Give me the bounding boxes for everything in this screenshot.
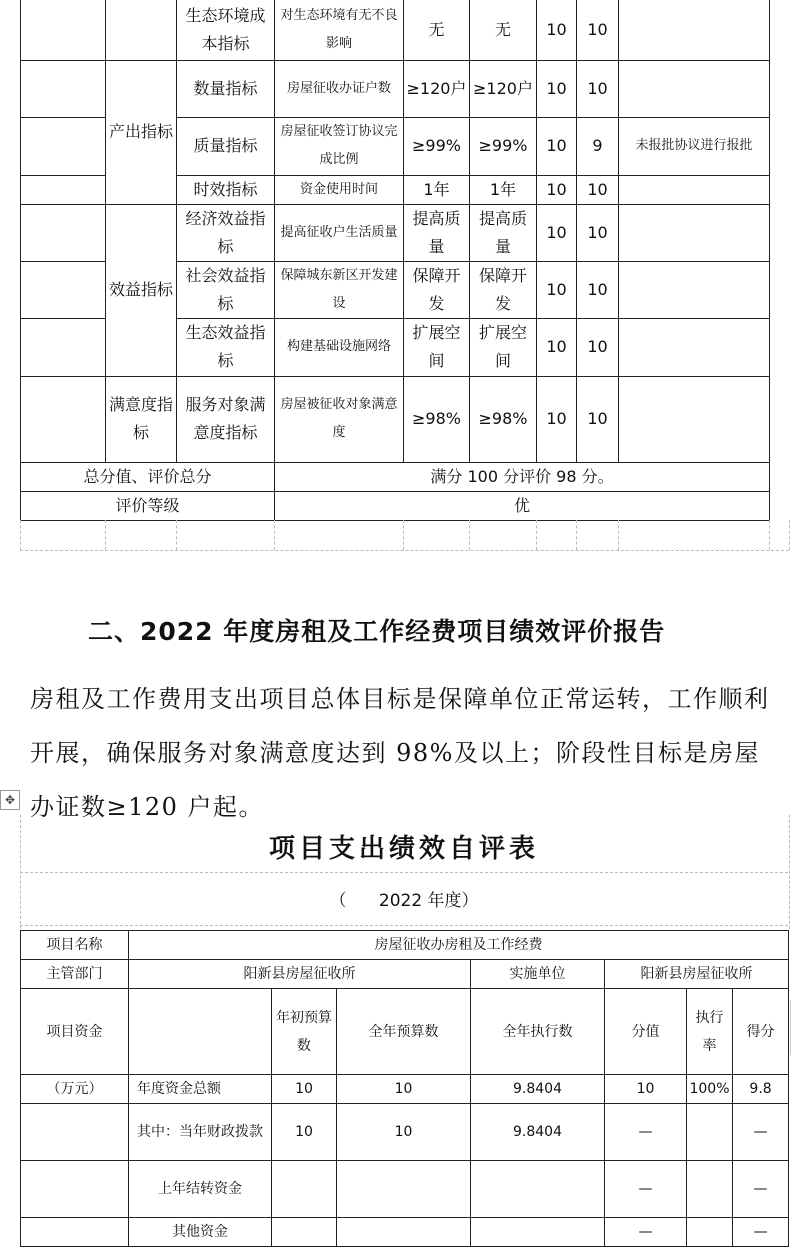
section-heading: 二、2022 年度房租及工作经费项目绩效评价报告 [88, 617, 666, 646]
total-label: 总分值、评价总分 [21, 462, 275, 491]
project-name: 房屋征收办房租及工作经费 [129, 931, 789, 960]
guide-line [618, 520, 619, 550]
actual-value: 保障开发 [470, 261, 537, 318]
page-edge-mark [790, 1000, 800, 1055]
weight-value: 10 [537, 0, 577, 60]
score-value: 10 [577, 175, 619, 204]
indicator-group: 效益指标 [106, 204, 177, 376]
impl-value: 阳新县房屋征收所 [605, 960, 789, 989]
weight-value: 10 [537, 117, 577, 175]
indicator-group: 产出指标 [106, 60, 177, 204]
fund-row-label: 上年结转资金 [129, 1161, 272, 1218]
weight-value: 10 [537, 60, 577, 117]
cell-empty [129, 989, 272, 1075]
guide-line [20, 925, 788, 926]
note-value [619, 376, 770, 462]
col-header: 全年预算数 [337, 989, 471, 1075]
init-budget [272, 1161, 337, 1218]
indicator-detail: 资金使用时间 [275, 175, 404, 204]
cell-empty [21, 1218, 129, 1247]
col-header: 得分 [733, 989, 789, 1075]
target-value: 1年 [404, 175, 470, 204]
cell-empty [21, 1161, 129, 1218]
exec-rate [687, 1104, 733, 1161]
sub-indicator: 质量指标 [177, 117, 275, 175]
actual-value: 无 [470, 0, 537, 60]
guide-line [469, 520, 470, 550]
body-paragraph: 房租及工作费用支出项目总体目标是保障单位正常运转，工作顺利开展，确保服务对象满意度达到 98%及以上；阶段性目标是房屋办证数≥120 户起。 [30, 685, 770, 821]
cell-empty [21, 117, 106, 175]
dept-label: 主管部门 [21, 960, 129, 989]
sub-indicator: 生态效益指标 [177, 318, 275, 376]
self-eval-table [20, 930, 789, 1247]
note-value [619, 0, 770, 60]
grade-value: 优 [275, 491, 770, 520]
sub-indicator: 生态环境成本指标 [177, 0, 275, 60]
score: 9.8 [733, 1075, 789, 1104]
annual-budget [337, 1161, 471, 1218]
actual-value: ≥98% [470, 376, 537, 462]
cell-empty [21, 0, 106, 60]
impl-label: 实施单位 [471, 960, 605, 989]
indicator-detail: 对生态环境有无不良影响 [275, 0, 404, 60]
target-value: 保障开发 [404, 261, 470, 318]
score-value: 10 [577, 60, 619, 117]
indicator-detail: 构建基础设施网络 [275, 318, 404, 376]
col-header: 年初预算数 [272, 989, 337, 1075]
weight-value: 10 [537, 204, 577, 261]
guide-line [769, 520, 770, 550]
annual-exec: 9.8404 [471, 1104, 605, 1161]
note-value [619, 175, 770, 204]
guide-line [576, 520, 577, 550]
indicator-detail: 房屋被征收对象满意度 [275, 376, 404, 462]
weight: — [605, 1104, 687, 1161]
cell-empty [21, 318, 106, 376]
actual-value: 提高质量 [470, 204, 537, 261]
target-value: 无 [404, 0, 470, 60]
weight-value: 10 [537, 318, 577, 376]
eval-table-title: 项目支出绩效自评表 [268, 834, 539, 864]
move-icon[interactable]: ✥ [0, 790, 20, 810]
total-value: 满分 100 分评价 98 分。 [275, 462, 770, 491]
weight-value: 10 [537, 261, 577, 318]
table-guide-row [20, 520, 789, 551]
cell-empty [21, 376, 106, 462]
fund-unit: （万元） [21, 1075, 129, 1104]
actual-value: 扩展空间 [470, 318, 537, 376]
weight-value: 10 [537, 376, 577, 462]
sub-indicator: 经济效益指标 [177, 204, 275, 261]
annual-exec [471, 1218, 605, 1247]
fund-row-label: 其他资金 [129, 1218, 272, 1247]
score-value: 10 [577, 318, 619, 376]
score: — [733, 1104, 789, 1161]
guide-line [536, 520, 537, 550]
annual-budget: 10 [337, 1075, 471, 1104]
score-value: 9 [577, 117, 619, 175]
cell-empty [21, 60, 106, 117]
weight: — [605, 1161, 687, 1218]
cell-empty [21, 1104, 129, 1161]
target-value: ≥99% [404, 117, 470, 175]
annual-budget: 10 [337, 1104, 471, 1161]
init-budget: 10 [272, 1075, 337, 1104]
score-value: 10 [577, 261, 619, 318]
project-name-label: 项目名称 [21, 931, 129, 960]
indicator-detail: 提高征收户生活质量 [275, 204, 404, 261]
guide-line [105, 520, 106, 550]
guide-line [403, 520, 404, 550]
actual-value: ≥99% [470, 117, 537, 175]
col-header: 执行率 [687, 989, 733, 1075]
indicator-detail: 房屋征收签订协议完成比例 [275, 117, 404, 175]
indicator-group: 满意度指标 [106, 376, 177, 462]
init-budget [272, 1218, 337, 1247]
sub-indicator: 社会效益指标 [177, 261, 275, 318]
note-value [619, 204, 770, 261]
score-value: 10 [577, 0, 619, 60]
indicator-detail: 保障城东新区开发建设 [275, 261, 404, 318]
guide-line [176, 520, 177, 550]
target-value: ≥120户 [404, 60, 470, 117]
score-value: 10 [577, 376, 619, 462]
target-value: 提高质量 [404, 204, 470, 261]
target-value: 扩展空间 [404, 318, 470, 376]
actual-value: ≥120户 [470, 60, 537, 117]
note-value [619, 60, 770, 117]
actual-value: 1年 [470, 175, 537, 204]
fund-row-label: 年度资金总额 [129, 1075, 272, 1104]
note-value [619, 261, 770, 318]
sub-indicator: 服务对象满意度指标 [177, 376, 275, 462]
col-header: 全年执行数 [471, 989, 605, 1075]
guide-line [20, 520, 21, 550]
weight: — [605, 1218, 687, 1247]
init-budget: 10 [272, 1104, 337, 1161]
fund-label: 项目资金 [21, 989, 129, 1075]
note-value: 未报批协议进行报批 [619, 117, 770, 175]
guide-line [789, 520, 790, 550]
sub-indicator: 时效指标 [177, 175, 275, 204]
target-value: ≥98% [404, 376, 470, 462]
cell-empty [21, 261, 106, 318]
annual-exec: 9.8404 [471, 1075, 605, 1104]
col-header: 分值 [605, 989, 687, 1075]
cell-empty [21, 175, 106, 204]
note-value [619, 318, 770, 376]
cell-empty [21, 204, 106, 261]
score: — [733, 1161, 789, 1218]
exec-rate: 100% [687, 1075, 733, 1104]
grade-label: 评价等级 [21, 491, 275, 520]
eval-table-year: （ 2022 年度） [329, 891, 479, 911]
guide-line [20, 872, 788, 873]
annual-exec [471, 1161, 605, 1218]
score-value: 10 [577, 204, 619, 261]
score: — [733, 1218, 789, 1247]
indicator-detail: 房屋征收办证户数 [275, 60, 404, 117]
exec-rate [687, 1218, 733, 1247]
annual-budget [337, 1218, 471, 1247]
sub-indicator: 数量指标 [177, 60, 275, 117]
weight-value: 10 [537, 175, 577, 204]
dept-value: 阳新县房屋征收所 [129, 960, 471, 989]
guide-line [274, 520, 275, 550]
fund-row-label: 其中：当年财政拨款 [129, 1104, 272, 1161]
indicator-table [20, 0, 770, 521]
cell-empty [106, 0, 177, 60]
weight: 10 [605, 1075, 687, 1104]
exec-rate [687, 1161, 733, 1218]
